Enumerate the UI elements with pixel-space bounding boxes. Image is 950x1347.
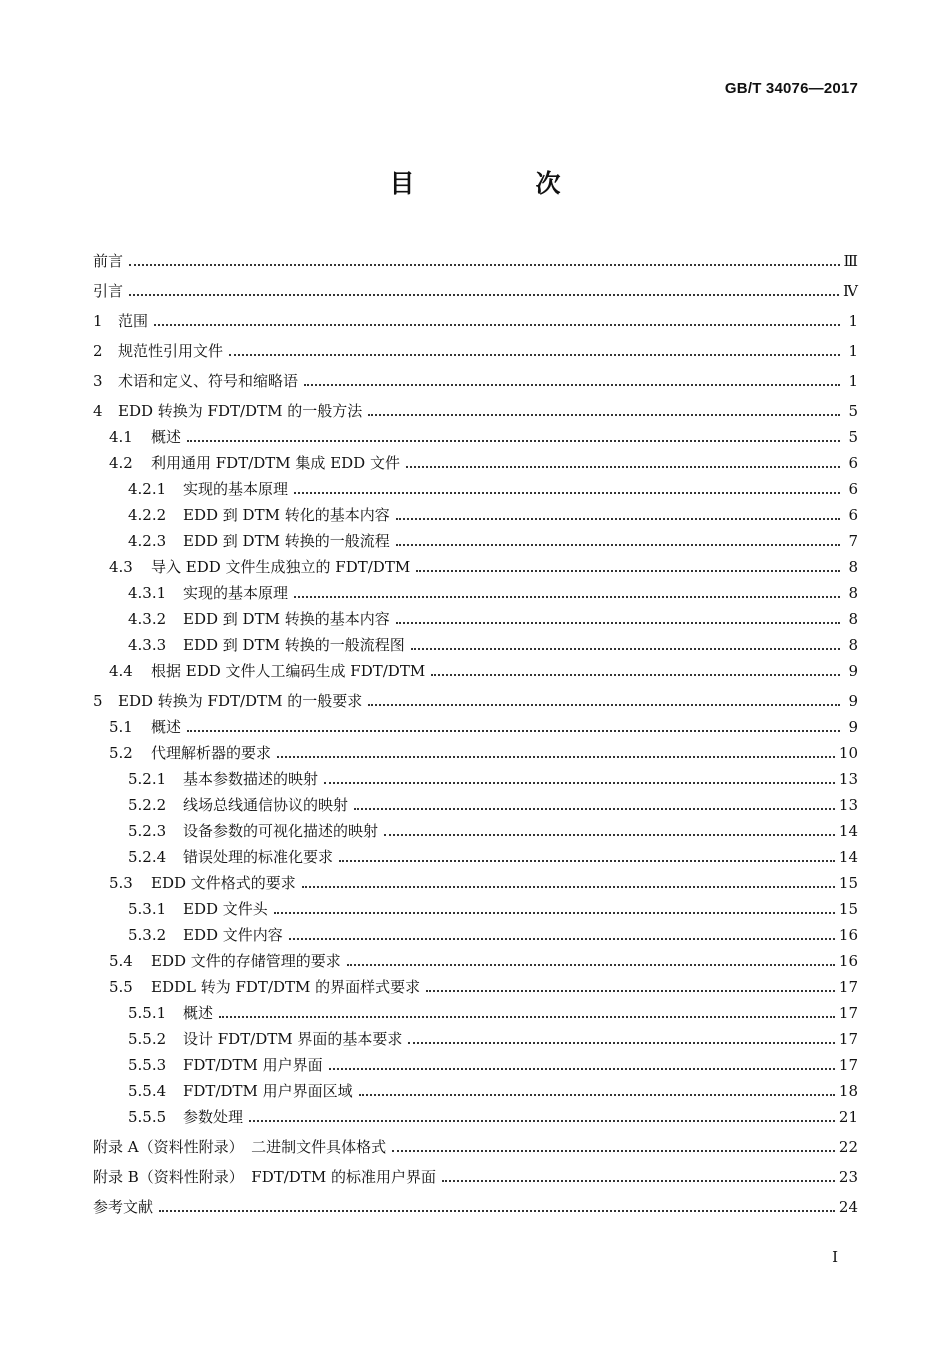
toc-entry[interactable] (93, 628, 858, 654)
toc-entry-page: 24 (838, 1198, 858, 1216)
toc-leader-dots (431, 674, 840, 676)
toc-entry-page: Ⅳ (843, 282, 858, 300)
toc-entry[interactable] (93, 446, 858, 472)
toc-entry-page: 13 (838, 796, 858, 814)
toc-entry[interactable] (93, 892, 858, 918)
toc-entry-label: 错误处理的标准化要求 (183, 848, 334, 866)
toc-leader-dots (329, 1068, 835, 1070)
toc-entry-number: 5.4 (109, 952, 133, 970)
toc-entry-label: 概述 (183, 1004, 214, 1022)
toc-entry-label: 根据 EDD 文件人工编码生成 FDT/DTM (151, 662, 426, 680)
toc-entry-page: 8 (848, 558, 858, 576)
toc-entry[interactable] (93, 1100, 858, 1126)
toc-entry-page: 17 (838, 978, 858, 996)
toc-entry-page: 14 (838, 848, 858, 866)
toc-entry[interactable] (93, 1074, 858, 1100)
toc-entry-page: 14 (838, 822, 858, 840)
toc-entry-number: 3 (93, 372, 103, 390)
toc-leader-dots (187, 730, 840, 732)
toc-leader-dots (368, 414, 840, 416)
toc-leader-dots (396, 518, 840, 520)
toc-entry-label: EDD 文件头 (183, 900, 268, 918)
toc-leader-dots (294, 596, 840, 598)
toc-entry-label: 参数处理 (183, 1108, 244, 1126)
toc-entry-number: 4.2.1 (128, 480, 167, 498)
toc-entry[interactable] (93, 788, 858, 814)
toc-entry-label: 设备参数的可视化描述的映射 (183, 822, 379, 840)
toc-leader-dots (392, 1150, 835, 1152)
toc-entry-page: 22 (838, 1138, 858, 1156)
toc-entry[interactable] (93, 654, 858, 680)
toc-entry-number: 4.3.3 (128, 636, 167, 654)
toc-leader-dots (289, 938, 835, 940)
toc-leader-dots (411, 648, 840, 650)
toc-entry[interactable] (93, 364, 858, 390)
toc-entry-label: 规范性引用文件 (118, 342, 224, 360)
toc-leader-dots (396, 544, 840, 546)
toc-leader-dots (249, 1120, 835, 1122)
toc-entry[interactable] (93, 970, 858, 996)
toc-leader-dots (159, 1210, 835, 1212)
toc-entry-page: 9 (848, 662, 858, 680)
toc-entry[interactable] (93, 524, 858, 550)
toc-entry-number: 5.2 (109, 744, 133, 762)
standard-code: GB/T 34076—2017 (724, 80, 858, 97)
toc-entry-page: 17 (838, 1056, 858, 1074)
table-of-contents (93, 244, 858, 1216)
toc-entry[interactable] (93, 996, 858, 1022)
toc-entry-page: 13 (838, 770, 858, 788)
toc-entry-number: 4.3 (109, 558, 133, 576)
toc-entry-label: EDD 到 DTM 转换的一般流程 (183, 532, 390, 550)
toc-entry-label: 参考文献 (93, 1198, 154, 1216)
toc-entry[interactable] (93, 736, 858, 762)
toc-entry[interactable] (93, 762, 858, 788)
toc-entry[interactable] (93, 710, 858, 736)
toc-entry-page: 5 (848, 428, 858, 446)
toc-leader-dots (302, 886, 835, 888)
toc-entry-page: 8 (848, 584, 858, 602)
toc-leader-dots (229, 354, 840, 356)
toc-entry-label: 实现的基本原理 (183, 584, 289, 602)
toc-leader-dots (354, 808, 835, 810)
toc-entry[interactable] (93, 814, 858, 840)
toc-entry[interactable] (93, 1130, 858, 1156)
toc-entry[interactable] (93, 918, 858, 944)
toc-entry-page: Ⅲ (843, 252, 858, 270)
page-number: I (832, 1248, 838, 1266)
toc-entry-page: 6 (848, 480, 858, 498)
toc-entry-page: 16 (838, 952, 858, 970)
toc-leader-dots (219, 1016, 835, 1018)
toc-entry-page: 6 (848, 506, 858, 524)
toc-entry-number: 5.5 (109, 978, 133, 996)
toc-entry-label: 线场总线通信协议的映射 (183, 796, 349, 814)
toc-entry[interactable] (93, 550, 858, 576)
toc-entry-label: 实现的基本原理 (183, 480, 289, 498)
toc-entry[interactable] (93, 576, 858, 602)
toc-entry-page: 15 (838, 874, 858, 892)
toc-entry-label: FDT/DTM 用户界面 (183, 1056, 323, 1074)
toc-leader-dots (187, 440, 840, 442)
toc-entry[interactable] (93, 498, 858, 524)
toc-entry-label: EDD 文件内容 (183, 926, 283, 944)
toc-entry-page: 1 (848, 372, 858, 390)
toc-entry[interactable] (93, 1022, 858, 1048)
toc-entry[interactable] (93, 866, 858, 892)
toc-leader-dots (416, 570, 840, 572)
toc-entry-number: 5.1 (109, 718, 133, 736)
toc-leader-dots (368, 704, 840, 706)
toc-entry[interactable] (93, 1160, 858, 1186)
toc-entry-label: 基本参数描述的映射 (183, 770, 319, 788)
toc-leader-dots (274, 912, 835, 914)
toc-entry-number: 5.2.1 (128, 770, 167, 788)
toc-entry-label: 范围 (118, 312, 149, 330)
toc-leader-dots (442, 1180, 835, 1182)
toc-entry-page: 16 (838, 926, 858, 944)
toc-leader-dots (359, 1094, 835, 1096)
toc-entry-label: 概述 (151, 718, 182, 736)
toc-entry-number: 4.3.1 (128, 584, 167, 602)
toc-entry-label: 代理解析器的要求 (151, 744, 272, 762)
toc-entry[interactable] (93, 944, 858, 970)
toc-entry-label: EDDL 转为 FDT/DTM 的界面样式要求 (151, 978, 421, 996)
toc-entry-page: 21 (838, 1108, 858, 1126)
toc-entry-number: 5.5.5 (128, 1108, 167, 1126)
toc-leader-dots (339, 860, 835, 862)
toc-entry[interactable] (93, 244, 858, 270)
toc-entry[interactable] (93, 304, 858, 330)
toc-entry-number: 5.3.1 (128, 900, 167, 918)
toc-entry[interactable] (93, 684, 858, 710)
toc-entry-label: EDD 到 DTM 转换的一般流程图 (183, 636, 405, 654)
toc-entry-number: 5.2.3 (128, 822, 167, 840)
toc-entry-page: 1 (848, 342, 858, 360)
toc-entry[interactable] (93, 1048, 858, 1074)
toc-entry-page: 17 (838, 1030, 858, 1048)
toc-entry-number: 4.3.2 (128, 610, 167, 628)
toc-entry-page: 7 (848, 532, 858, 550)
toc-entry-label: 概述 (151, 428, 182, 446)
toc-entry-label: EDD 文件的存储管理的要求 (151, 952, 341, 970)
toc-leader-dots (304, 384, 840, 386)
toc-entry-number: 4.4 (109, 662, 133, 680)
toc-entry[interactable] (93, 840, 858, 866)
toc-entry-page: 6 (848, 454, 858, 472)
toc-entry-number: 4.1 (109, 428, 133, 446)
toc-entry-number: 5.3 (109, 874, 133, 892)
toc-entry-number: 5.2.4 (128, 848, 167, 866)
toc-leader-dots (406, 466, 840, 468)
toc-entry-page: 8 (848, 636, 858, 654)
toc-leader-dots (426, 990, 835, 992)
toc-entry-number: 5.5.4 (128, 1082, 167, 1100)
toc-entry-page: 10 (838, 744, 858, 762)
toc-entry-label: EDD 到 DTM 转化的基本内容 (183, 506, 390, 524)
toc-entry-page: 8 (848, 610, 858, 628)
toc-leader-dots (347, 964, 835, 966)
toc-leader-dots (154, 324, 840, 326)
toc-leader-dots (408, 1042, 834, 1044)
toc-entry[interactable] (93, 420, 858, 446)
toc-leader-dots (129, 294, 839, 296)
toc-entry-label: 利用通用 FDT/DTM 集成 EDD 文件 (151, 454, 400, 472)
toc-entry-number: 4 (93, 402, 103, 420)
toc-entry-label: EDD 转换为 FDT/DTM 的一般方法 (118, 402, 363, 420)
toc-entry-label: 前言 (93, 252, 124, 270)
toc-entry-number: 5.5.2 (128, 1030, 167, 1048)
toc-entry[interactable] (93, 334, 858, 360)
toc-entry-number: 5.5.3 (128, 1056, 167, 1074)
toc-entry-page: 17 (838, 1004, 858, 1022)
toc-entry-label: EDD 到 DTM 转换的基本内容 (183, 610, 390, 628)
toc-entry-page: 23 (838, 1168, 858, 1186)
toc-entry-page: 9 (848, 718, 858, 736)
toc-entry-number: 1 (93, 312, 103, 330)
toc-entry-label: 引言 (93, 282, 124, 300)
toc-leader-dots (384, 834, 835, 836)
toc-entry-page: 1 (848, 312, 858, 330)
toc-entry[interactable] (93, 394, 858, 420)
page-title: 目 次 (389, 169, 609, 198)
toc-leader-dots (324, 782, 835, 784)
toc-entry-label: FDT/DTM 用户界面区域 (183, 1082, 353, 1100)
toc-entry-page: 18 (838, 1082, 858, 1100)
toc-entry-number: 5.3.2 (128, 926, 167, 944)
toc-entry[interactable] (93, 602, 858, 628)
toc-entry-label: 导入 EDD 文件生成独立的 FDT/DTM (151, 558, 411, 576)
toc-leader-dots (396, 622, 840, 624)
toc-entry-label: EDD 文件格式的要求 (151, 874, 296, 892)
toc-entry[interactable] (93, 472, 858, 498)
toc-leader-dots (129, 264, 840, 266)
toc-entry-label: 术语和定义、符号和缩略语 (118, 372, 299, 390)
toc-entry-page: 15 (838, 900, 858, 918)
toc-leader-dots (277, 756, 835, 758)
toc-leader-dots (294, 492, 840, 494)
toc-entry-number: 4.2 (109, 454, 133, 472)
toc-entry-number: 4.2.2 (128, 506, 167, 524)
toc-entry[interactable] (93, 1190, 858, 1216)
toc-entry-label: 设计 FDT/DTM 界面的基本要求 (183, 1030, 403, 1048)
toc-entry-label: 附录 A（资料性附录） 二进制文件具体格式 (93, 1138, 387, 1156)
toc-entry-number: 2 (93, 342, 103, 360)
toc-entry-page: 5 (848, 402, 858, 420)
toc-entry[interactable] (93, 274, 858, 300)
toc-entry-number: 5.2.2 (128, 796, 167, 814)
toc-entry-number: 5.5.1 (128, 1004, 167, 1022)
toc-entry-number: 5 (93, 692, 103, 710)
toc-entry-page: 9 (848, 692, 858, 710)
toc-entry-label: EDD 转换为 FDT/DTM 的一般要求 (118, 692, 363, 710)
toc-entry-label: 附录 B（资料性附录） FDT/DTM 的标准用户界面 (93, 1168, 436, 1186)
toc-entry-number: 4.2.3 (128, 532, 167, 550)
